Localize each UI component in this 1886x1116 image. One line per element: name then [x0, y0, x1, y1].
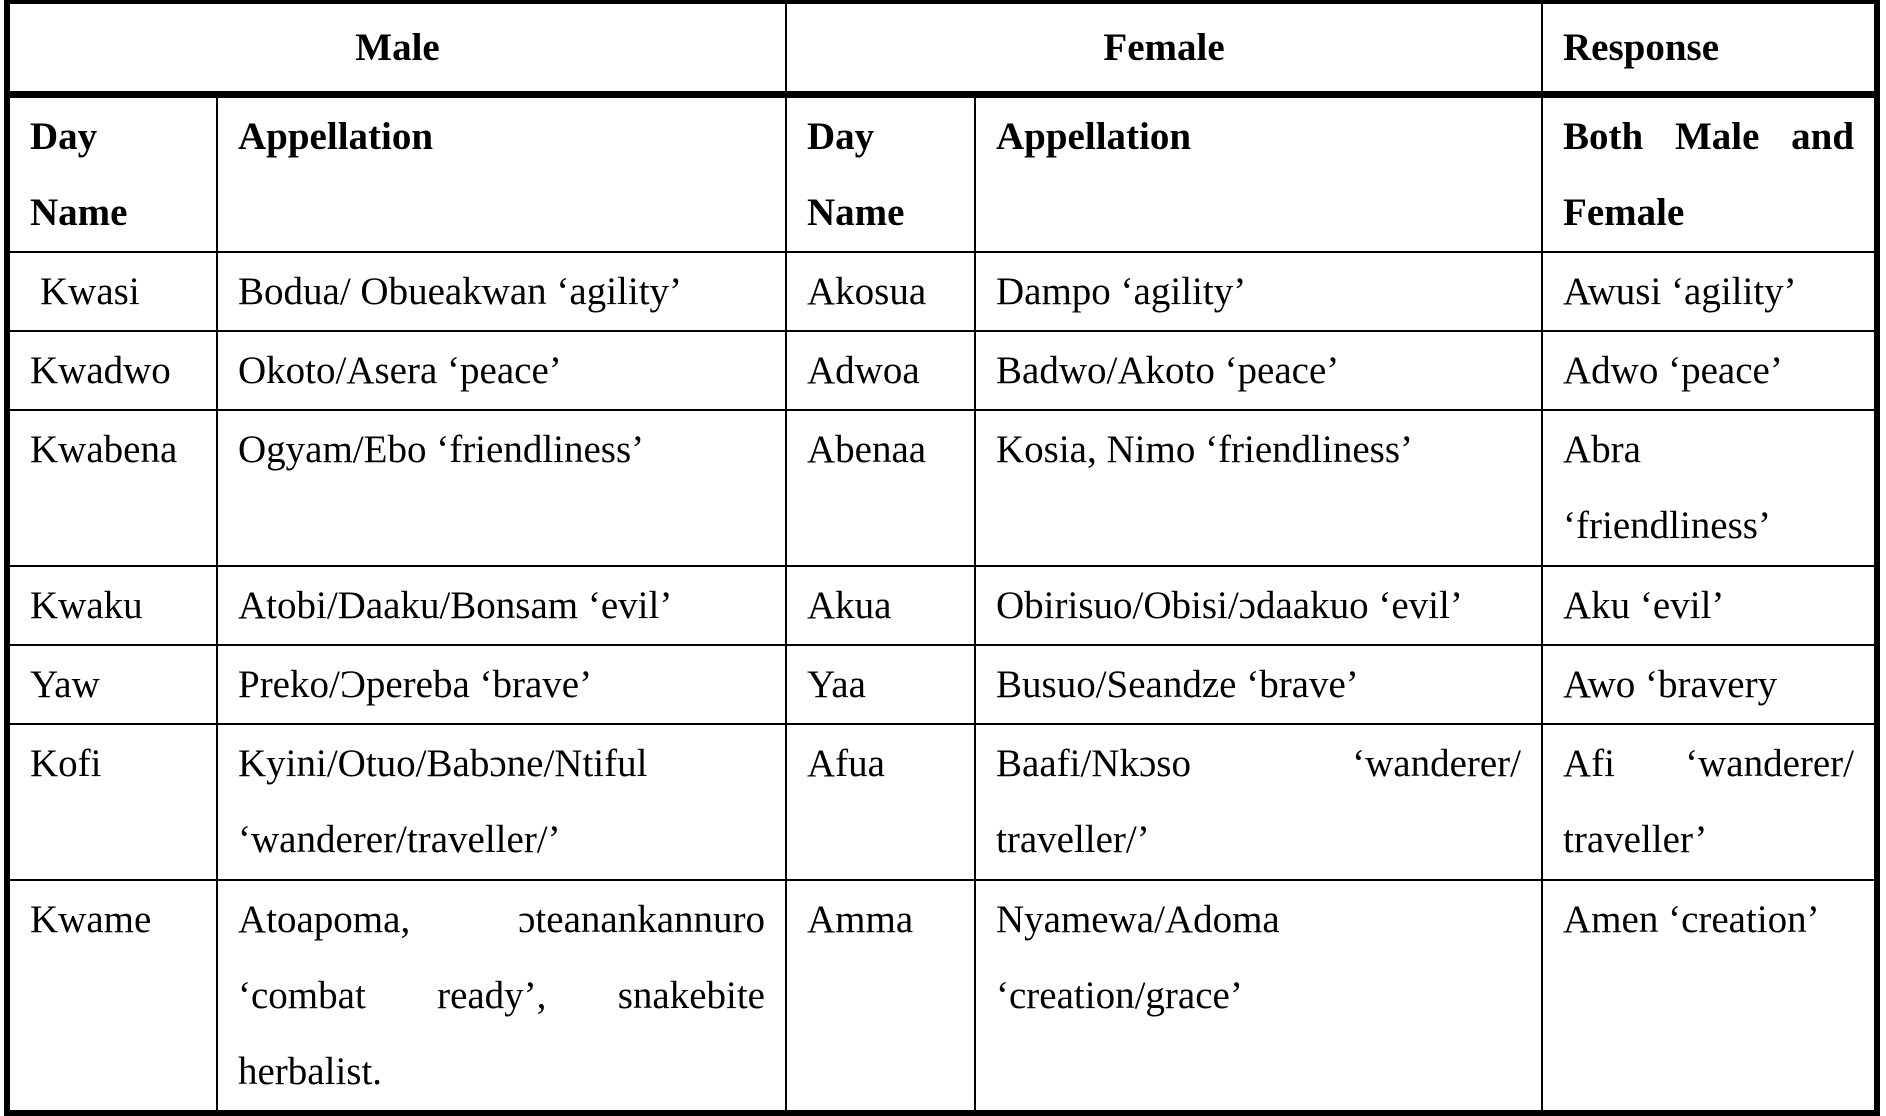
male-appellation-cell: Atobi/Daaku/Bonsam ‘evil’ — [217, 566, 786, 645]
female-appellation-cell: Kosia, Nimo ‘friendliness’ — [975, 410, 1542, 566]
response-cell: Amen ‘creation’ — [1542, 880, 1877, 1113]
male-day-cell: Kwadwo — [7, 331, 217, 410]
female-day-cell: Akosua — [786, 252, 975, 331]
female-appellation-cell: Busuo/Seandze ‘brave’ — [975, 645, 1542, 724]
male-day-cell: Kwame — [7, 880, 217, 1113]
table-row — [7, 724, 1877, 880]
female-day-cell: Akua — [786, 566, 975, 645]
male-appellation-cell: Okoto/Asera ‘peace’ — [217, 331, 786, 410]
female-appellation-cell: Nyamewa/Adoma ‘creation/grace’ — [975, 880, 1542, 1113]
response-cell: Abra ‘friendliness’ — [1542, 410, 1877, 566]
table-row — [7, 880, 1877, 1113]
male-day-cell: Kofi — [7, 724, 217, 880]
response-group-header: Response — [1542, 2, 1877, 95]
male-day-cell: Kwabena — [7, 410, 217, 566]
male-appellation-cell: Atoapoma, ɔteanankannuro ‘combat ready’, snakebite herbalist. — [217, 880, 786, 1113]
table-row — [7, 410, 1877, 566]
male-day-name-header: Day Name — [7, 95, 217, 253]
table-row — [7, 645, 1877, 724]
table-row — [7, 331, 1877, 410]
female-day-cell: Amma — [786, 880, 975, 1113]
male-day-cell: Kwasi — [7, 252, 217, 331]
female-appellation-cell: Badwo/Akoto ‘peace’ — [975, 331, 1542, 410]
female-group-header: Female — [786, 2, 1542, 95]
response-cell: Aku ‘evil’ — [1542, 566, 1877, 645]
male-appellation-cell: Preko/Ɔpereba ‘brave’ — [217, 645, 786, 724]
female-appellation-cell: Obirisuo/Obisi/ɔdaakuo ‘evil’ — [975, 566, 1542, 645]
response-cell: Afi ‘wanderer/ traveller’ — [1542, 724, 1877, 880]
female-day-cell: Adwoa — [786, 331, 975, 410]
table-row — [7, 566, 1877, 645]
male-group-header: Male — [7, 2, 786, 95]
day-names-table — [4, 0, 1880, 1116]
female-appellation-cell: Baafi/Nkɔso ‘wanderer/ traveller/’ — [975, 724, 1542, 880]
male-appellation-cell: Bodua/ Obueakwan ‘agility’ — [217, 252, 786, 331]
subheader-row — [7, 95, 1877, 253]
group-header-row — [7, 2, 1877, 95]
female-day-name-header: Day Name — [786, 95, 975, 253]
table-row — [7, 252, 1877, 331]
male-appellation-header: Appellation — [217, 95, 786, 253]
male-appellation-cell: Ogyam/Ebo ‘friendliness’ — [217, 410, 786, 566]
male-day-cell: Yaw — [7, 645, 217, 724]
female-day-cell: Afua — [786, 724, 975, 880]
female-day-cell: Abenaa — [786, 410, 975, 566]
response-both-header: Both Male and Female — [1542, 95, 1877, 253]
female-appellation-cell: Dampo ‘agility’ — [975, 252, 1542, 331]
response-cell: Awo ‘bravery — [1542, 645, 1877, 724]
male-appellation-cell: Kyini/Otuo/Babɔne/Ntiful ‘wanderer/traveller/’ — [217, 724, 786, 880]
male-day-cell: Kwaku — [7, 566, 217, 645]
female-day-cell: Yaa — [786, 645, 975, 724]
female-appellation-header: Appellation — [975, 95, 1542, 253]
response-cell: Adwo ‘peace’ — [1542, 331, 1877, 410]
response-cell: Awusi ‘agility’ — [1542, 252, 1877, 331]
